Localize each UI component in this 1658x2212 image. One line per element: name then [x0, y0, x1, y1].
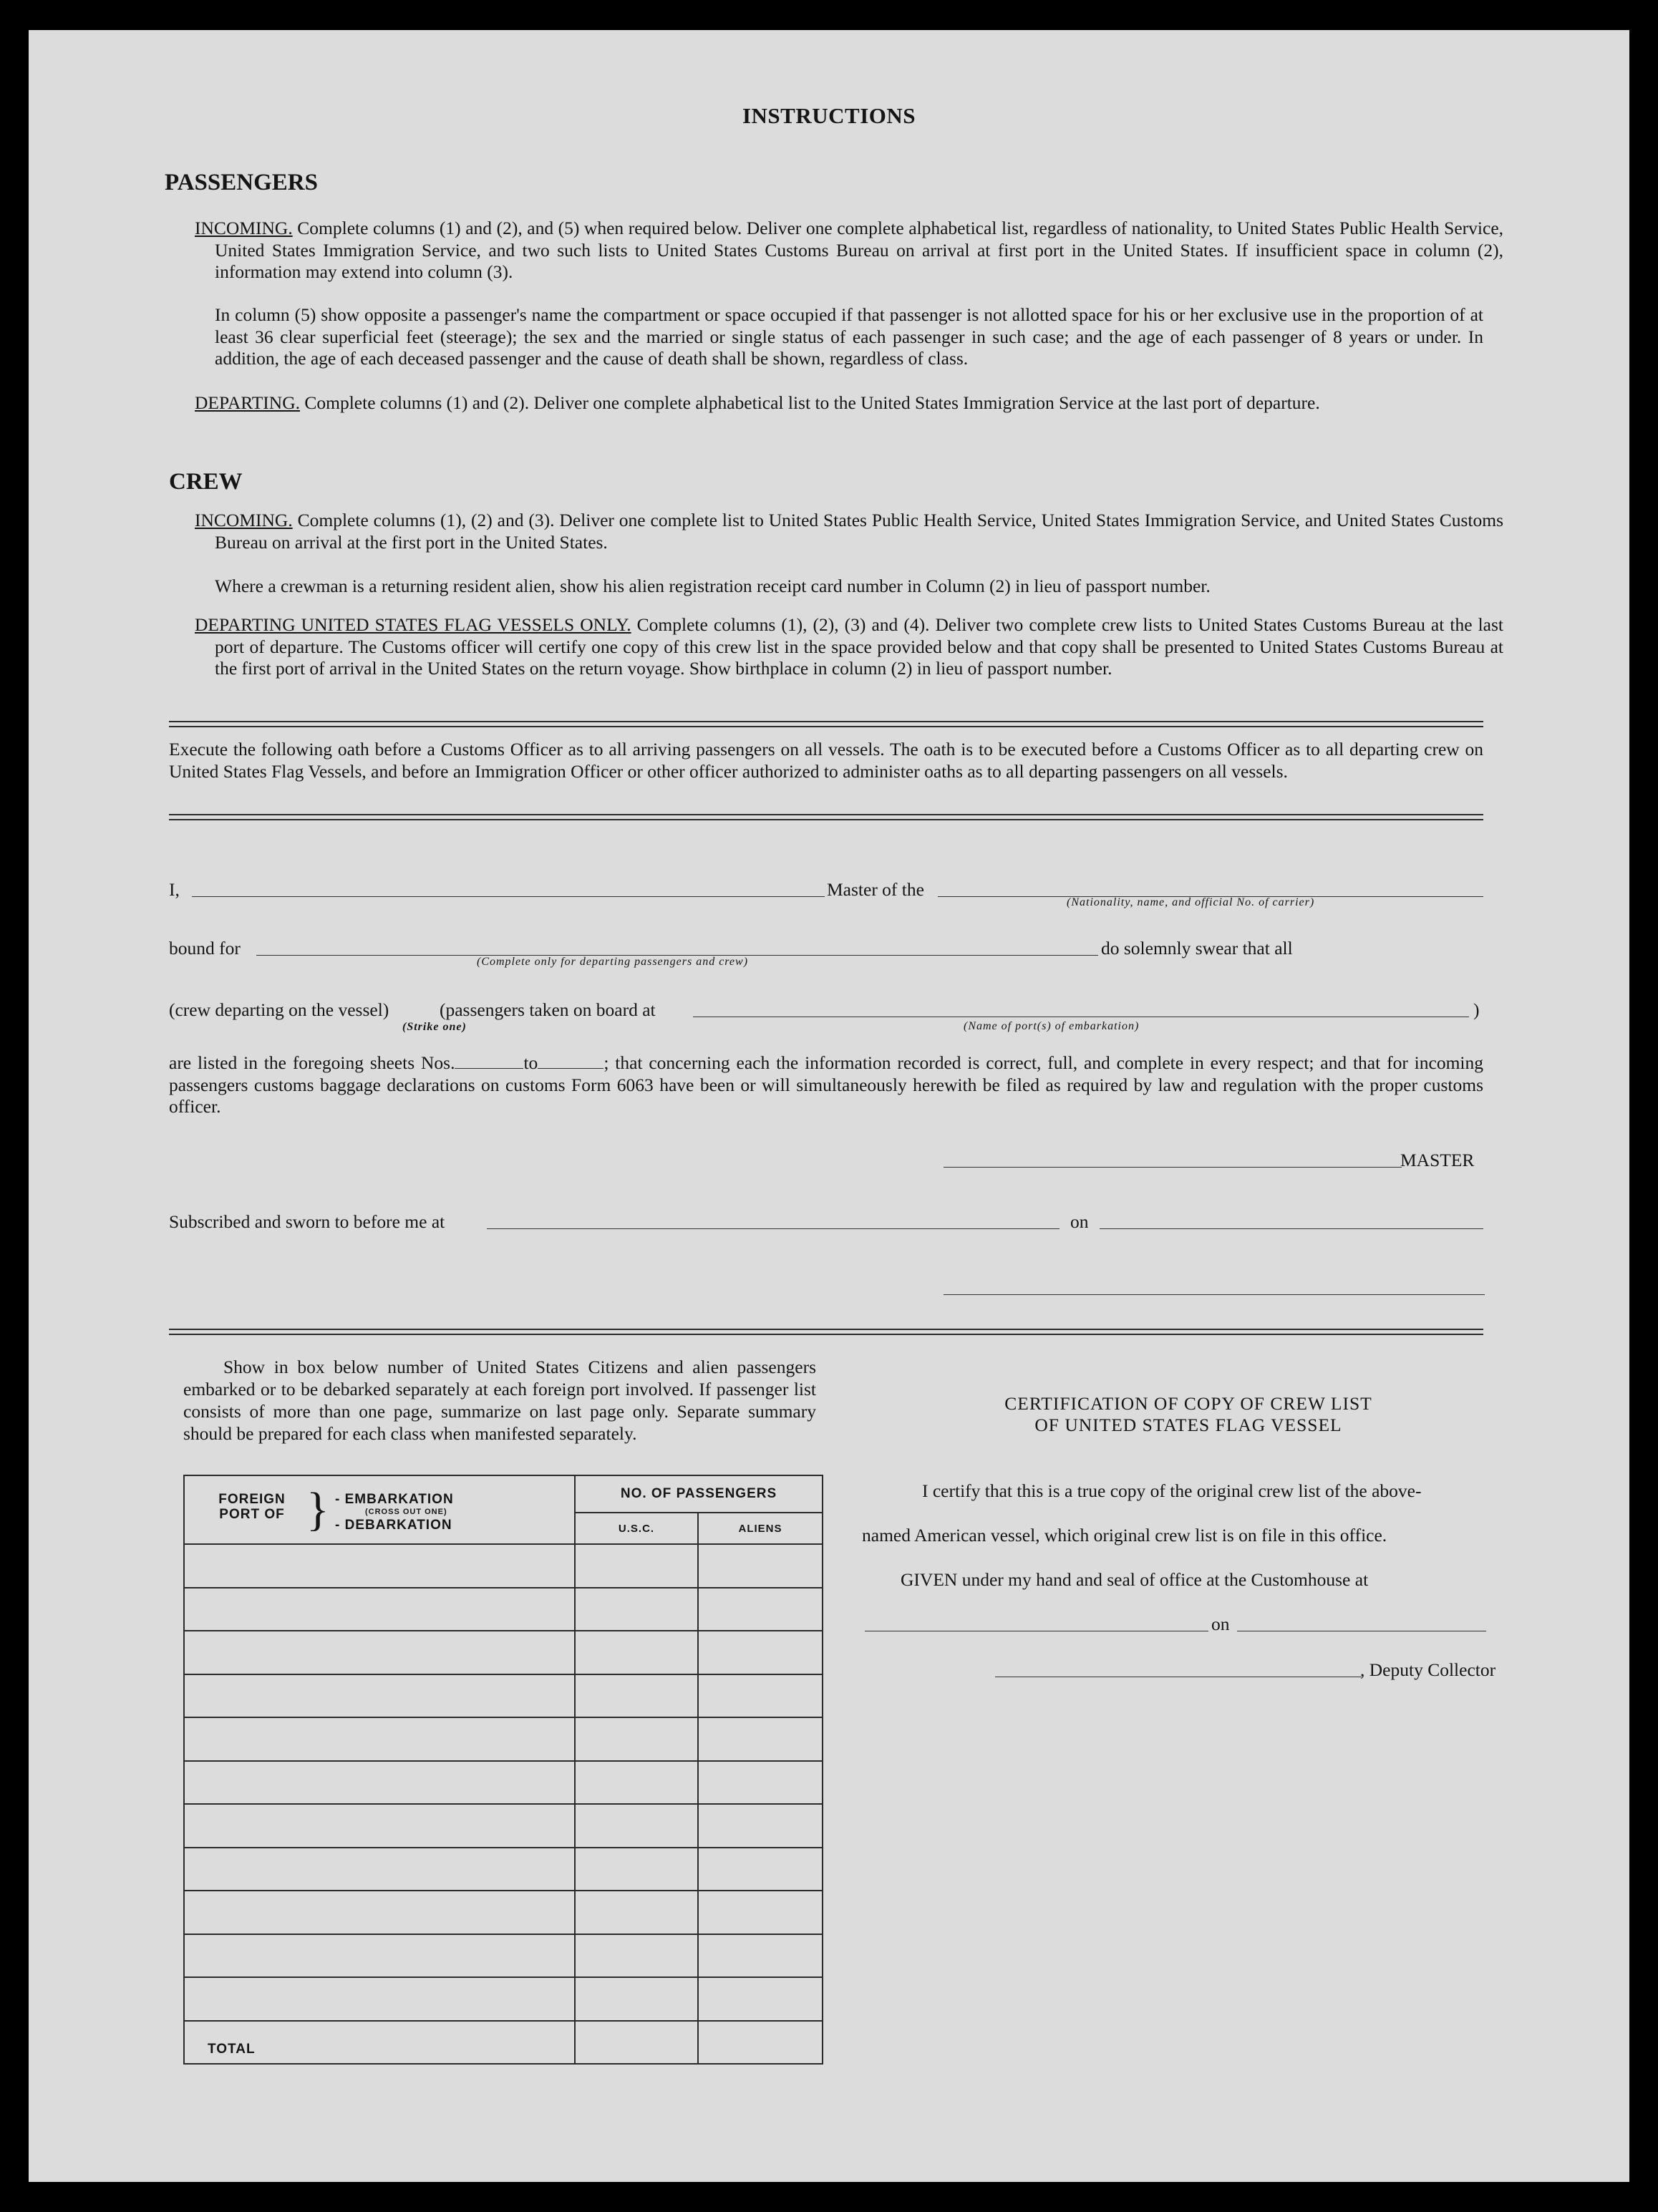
passenger-summary-table [183, 1475, 823, 2065]
page-title: INSTRUCTIONS [742, 103, 916, 128]
sheet-to-field[interactable] [538, 1054, 603, 1069]
oath-i-label: I, [169, 879, 180, 900]
form-sheet [29, 30, 1629, 2182]
table-row [184, 1631, 823, 1674]
usc-cell[interactable] [575, 1631, 698, 1674]
sheet-from-field[interactable] [455, 1054, 523, 1069]
port-cell[interactable] [184, 1804, 575, 1848]
swear-label: do solemnly swear that all [1101, 938, 1293, 959]
total-label: TOTAL [184, 2021, 575, 2064]
embarkation-label[interactable]: - EMBARKATION [335, 1492, 454, 1507]
crew-departing-paragraph [195, 614, 1503, 680]
subscribed-place-field[interactable] [487, 1228, 1060, 1229]
passengers-taken-option: (passengers taken on board at [440, 999, 656, 1020]
crew-heading: CREW [169, 469, 243, 495]
usc-cell[interactable] [575, 1891, 698, 1934]
given-line: GIVEN under my hand and seal of office at the Customhouse at [901, 1569, 1369, 1590]
crew-incoming-label: INCOMING. [195, 510, 293, 530]
port-cell[interactable] [184, 1588, 575, 1631]
master-of-label: Master of the [825, 879, 926, 901]
subscribed-date-field[interactable] [1100, 1228, 1483, 1229]
crew-incoming-paragraph [195, 510, 1503, 553]
master-name-field[interactable] [192, 896, 850, 897]
oath-instruction: Execute the following oath before a Customs Officer as to all arriving passengers on all vessels. The oath is to be executed before a Customs Officer as to all departing crew on United States Flag Vessels, and before an Immigration Officer or other officer authorized to administer oaths as to all departing passengers on all vessels. [169, 739, 1483, 782]
aliens-cell[interactable] [698, 1934, 823, 1978]
port-cell[interactable] [184, 1891, 575, 1934]
passengers-heading: PASSENGERS [165, 170, 318, 195]
certification-on-label: on [1211, 1614, 1230, 1634]
table-row [184, 1717, 823, 1761]
listed-to: to [523, 1052, 538, 1073]
port-header-cell [184, 1475, 575, 1544]
brace-icon: } [306, 1483, 329, 1536]
table-row [184, 1848, 823, 1891]
table-row [184, 1891, 823, 1934]
aliens-cell[interactable] [698, 1544, 823, 1588]
port-cell[interactable] [184, 1761, 575, 1805]
aliens-cell[interactable] [698, 1848, 823, 1891]
crew-departing-label: DEPARTING UNITED STATES FLAG VESSELS ONLY. [195, 614, 631, 635]
usc-cell[interactable] [575, 1674, 698, 1718]
certification-heading-line2: OF UNITED STATES FLAG VESSEL [1034, 1415, 1342, 1435]
subscribed-label: Subscribed and sworn to before me at [169, 1211, 445, 1232]
port-cell[interactable] [184, 1717, 575, 1761]
cross-out-hint: (CROSS OUT ONE) [365, 1508, 447, 1516]
section-divider [169, 721, 1483, 727]
aliens-cell[interactable] [698, 1674, 823, 1718]
port-cell[interactable] [184, 1631, 575, 1674]
officer-signature-field[interactable] [944, 1294, 1485, 1295]
usc-cell[interactable] [575, 1848, 698, 1891]
crew-departing-text: Complete columns (1), (2), (3) and (4). Deliver two complete crew lists to United States Customs Bureau at the last port of departure. The Customs officer will certify one copy of this crew list in the space provided below and that copy shall be presented to United States Customs Bureau at the first port of arrival in the United States on the return voyage. Show birthplace in column (2) in lieu of passport number. [215, 614, 1503, 679]
usc-cell[interactable] [575, 1977, 698, 2021]
port-cell[interactable] [184, 1848, 575, 1891]
master-label: MASTER [1400, 1150, 1475, 1170]
aliens-cell[interactable] [698, 1977, 823, 2021]
close-paren: ) [1473, 999, 1480, 1020]
certification-heading [891, 1393, 1486, 1436]
port-cell[interactable] [184, 1934, 575, 1978]
deputy-collector-label: , Deputy Collector [1360, 1659, 1496, 1680]
summary-instruction: Show in box below number of United States Citizens and alien passengers embarked or to be debarked separately at each foreign port involved. If passenger list consists of more than one page, summarize on last page only. Separate summary should be prepared for each class when manifested separately. [183, 1357, 816, 1444]
aliens-cell[interactable] [698, 1631, 823, 1674]
strike-one-hint: (Strike one) [402, 1021, 467, 1033]
aliens-cell[interactable] [698, 1717, 823, 1761]
usc-cell[interactable] [575, 1761, 698, 1805]
port-cell[interactable] [184, 1544, 575, 1588]
passengers-departing-paragraph [195, 392, 1503, 414]
section-divider [169, 814, 1483, 820]
certify-line2: named American vessel, which original crew list is on file in this office. [862, 1525, 1387, 1546]
usc-cell[interactable] [575, 1588, 698, 1631]
table-row [184, 1804, 823, 1848]
passengers-incoming-paragraph [195, 218, 1503, 283]
port-label: FOREIGN PORT OF [218, 1492, 286, 1522]
passengers-departing-text: Complete columns (1) and (2). Deliver one complete alphabetical list to the United States Immigration Service at the last port of departure. [304, 392, 1320, 413]
aliens-header: ALIENS [698, 1513, 823, 1544]
port-cell[interactable] [184, 1977, 575, 2021]
total-usc-cell[interactable] [575, 2021, 698, 2064]
aliens-cell[interactable] [698, 1761, 823, 1805]
listed-paragraph [169, 1052, 1483, 1118]
no-passengers-header: NO. OF PASSENGERS [575, 1475, 823, 1513]
section-divider [169, 1329, 1483, 1335]
debarkation-label[interactable]: - DEBARKATION [335, 1518, 452, 1533]
listed-text-b: ; that concerning each the information recorded is correct, full, and complete in every respect; and that for incoming passengers customs baggage declarations on customs Form 6063 have been or will simultaneously herewith be filed as required by law and regulation with the proper customs officer. [169, 1052, 1483, 1117]
port-cell[interactable] [184, 1674, 575, 1718]
crew-departing-option: (crew departing on the vessel) [169, 999, 389, 1020]
table-row [184, 1588, 823, 1631]
aliens-cell[interactable] [698, 1804, 823, 1848]
aliens-cell[interactable] [698, 1588, 823, 1631]
usc-cell[interactable] [575, 1934, 698, 1978]
usc-header: U.S.C. [575, 1513, 698, 1544]
passengers-incoming-text: Complete columns (1) and (2), and (5) when required below. Deliver one complete alphabetical list, regardless of nationality, to United States Public Health Service, United States Immigration Service, and two such lists to United States Customs Bureau on arrival at first port in the United States. If insufficient space in column (2), information may extend into column (3). [215, 218, 1504, 282]
master-signature-field[interactable] [944, 1167, 1402, 1168]
bound-for-hint: (Complete only for departing passengers and crew) [477, 956, 749, 968]
crew-resident-paragraph: Where a crewman is a returning resident alien, show his alien registration receipt card number in Column (2) in lieu of passport number. [215, 576, 1211, 596]
usc-cell[interactable] [575, 1804, 698, 1848]
crew-incoming-text: Complete columns (1), (2) and (3). Deliver one complete list to United States Public Health Service, United States Immigration Service, and United States Customs Bureau on arrival at the first port in the United States. [215, 510, 1504, 553]
passengers-column5-paragraph: In column (5) show opposite a passenger's name the compartment or space occupied if that passenger is not allotted space for his or her exclusive use in the proportion of at least 36 clear superficial feet (steerage); the sex and the married or single status of each passenger in such case; and the age of each passenger of 8 years or under. In addition, the age of each deceased passenger and the cause of death shall be shown, regardless of class. [215, 304, 1483, 369]
carrier-hint: (Nationality, name, and official No. of carrier) [1067, 896, 1315, 908]
subscribed-on-label: on [1070, 1211, 1089, 1232]
passengers-incoming-label: INCOMING. [195, 218, 293, 238]
usc-cell[interactable] [575, 1717, 698, 1761]
certify-line1: I certify that this is a true copy of the original crew list of the above- [922, 1480, 1422, 1501]
aliens-cell[interactable] [698, 1891, 823, 1934]
table-row [184, 1674, 823, 1718]
embarkation-hint: (Name of port(s) of embarkation) [964, 1020, 1140, 1032]
table-row [184, 1934, 823, 1978]
usc-cell[interactable] [575, 1544, 698, 1588]
certification-heading-line1: CERTIFICATION OF COPY OF CREW LIST [1004, 1393, 1372, 1414]
table-row [184, 1544, 823, 1588]
bound-for-label: bound for [169, 938, 241, 959]
table-row [184, 1977, 823, 2021]
listed-text-a: are listed in the foregoing sheets Nos. [169, 1052, 455, 1073]
table-row [184, 1761, 823, 1805]
passengers-departing-label: DEPARTING. [195, 392, 300, 413]
total-aliens-cell[interactable] [698, 2021, 823, 2064]
